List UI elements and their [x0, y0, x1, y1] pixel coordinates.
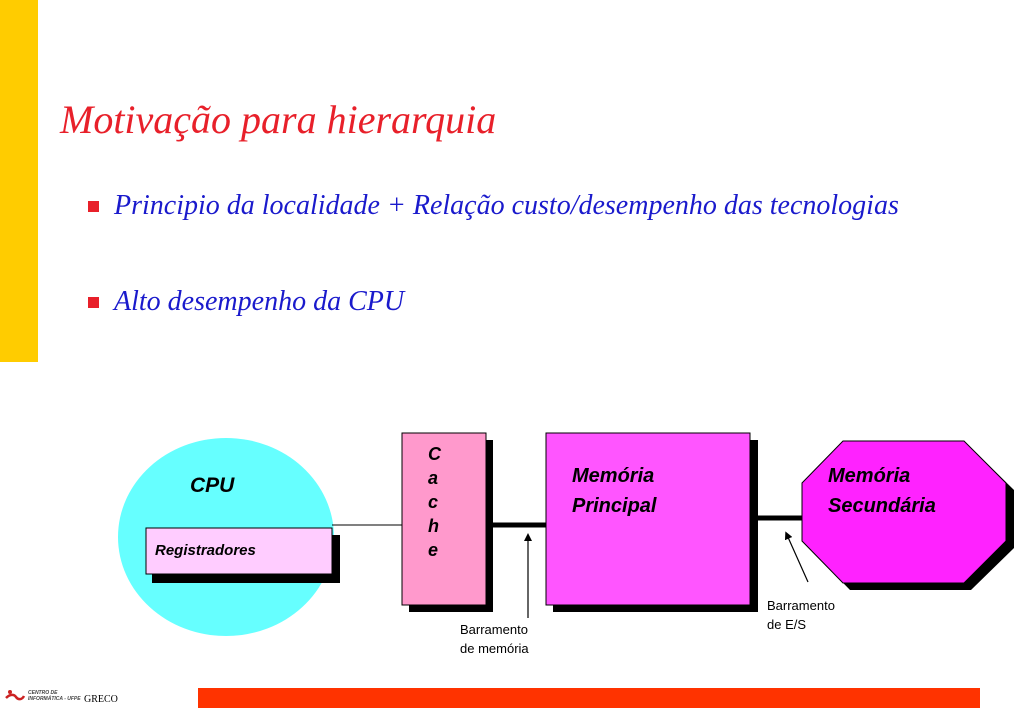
cache-letter: h	[428, 516, 439, 536]
secondary-memory-label: Memória	[828, 465, 911, 487]
logo-text	[28, 690, 81, 702]
main-memory-label: Memória	[572, 465, 655, 487]
cache-box	[402, 433, 486, 605]
cache-letter: e	[428, 540, 439, 560]
logo-line: CENTRO DE	[28, 690, 58, 696]
memory-bus-caption: de memória	[460, 641, 529, 656]
main-memory-label: Principal	[572, 495, 657, 517]
cpu-label: CPU	[190, 474, 235, 497]
footer-bar	[198, 688, 980, 708]
slide-title: Motivação para hierarquia	[60, 97, 497, 142]
bullet-text: Principio da localidade + Relação custo/desempenho das tecnologias	[114, 190, 899, 221]
cache-letter: a	[428, 468, 439, 488]
io-bus-caption: de E/S	[767, 617, 807, 632]
cache-letter: c	[428, 492, 439, 512]
registers-label: Registradores	[155, 542, 256, 559]
bullet-text: Alto desempenho da CPU	[114, 286, 405, 317]
cache-letter: C	[428, 444, 441, 464]
logo-line: INFORMÁTICA - UFPE	[28, 696, 81, 702]
main-memory-box	[546, 433, 750, 605]
cin-logo-icon	[4, 688, 26, 704]
io-bus-caption: Barramento	[767, 598, 835, 613]
secondary-memory-label: Secundária	[828, 495, 936, 517]
footer-brand: GRECO	[84, 694, 118, 705]
memory-bus-caption: Barramento	[460, 622, 528, 637]
